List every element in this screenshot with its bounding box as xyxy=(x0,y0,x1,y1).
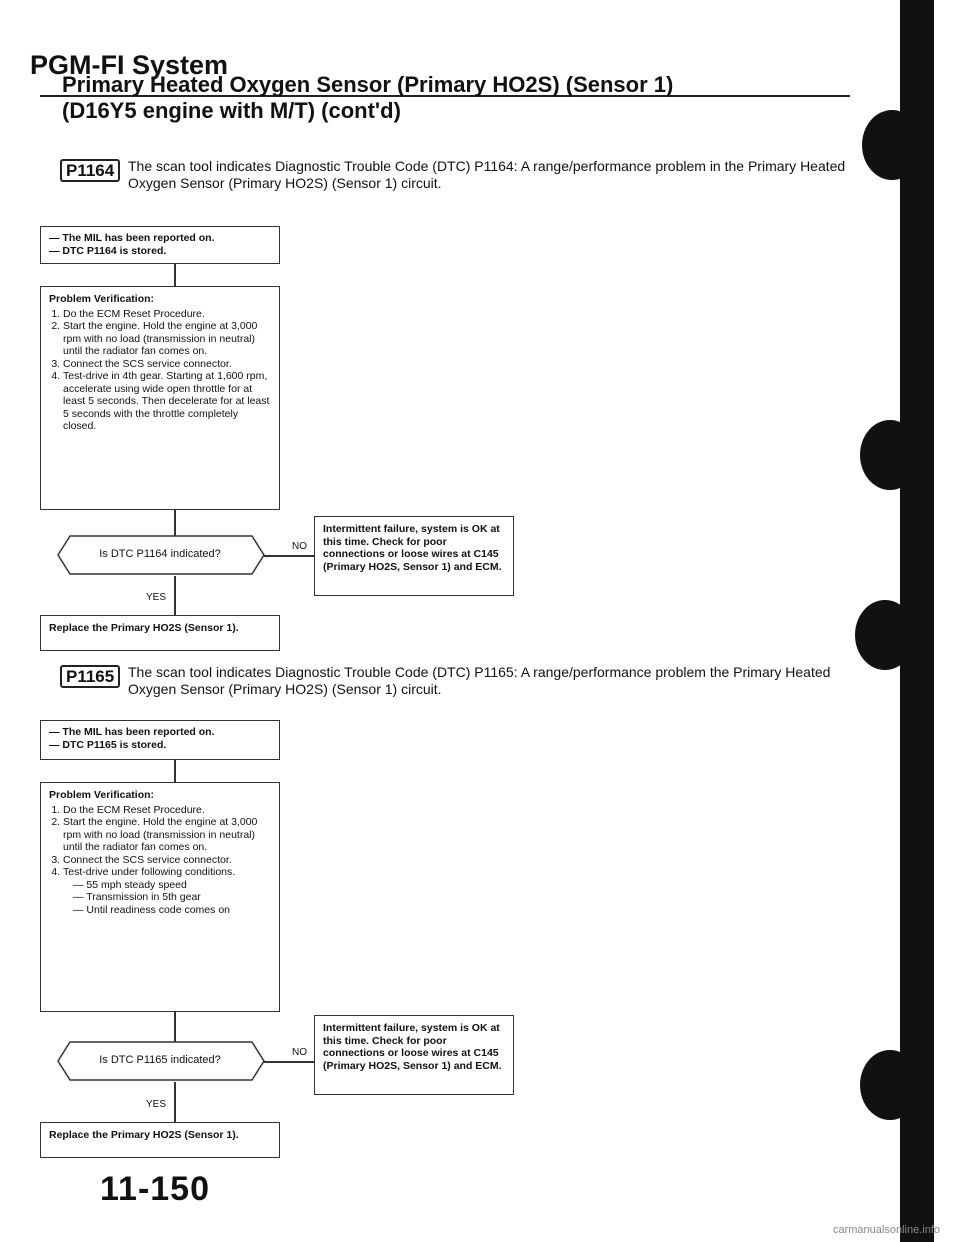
problem-verification-box xyxy=(40,286,280,510)
no-label: NO xyxy=(292,1047,307,1058)
dtc-p1165-header xyxy=(60,666,120,688)
start-line: — The MIL has been reported on. xyxy=(49,726,215,738)
yes-label: YES xyxy=(146,1099,167,1110)
flow-start-box xyxy=(40,226,280,264)
dtc-code-badge: P1164 xyxy=(60,159,120,182)
verification-step: 3. Connect the SCS service connector. xyxy=(63,358,271,371)
page-title xyxy=(62,72,862,124)
verification-step: 1. Do the ECM Reset Procedure. xyxy=(63,308,271,321)
title-line-1: Primary Heated Oxygen Sensor (Primary HO2S) (Sensor 1) xyxy=(62,72,674,97)
verification-step: 2. Start the engine. Hold the engine at 3,000 rpm with no load (transmission in neutral) until the radiator fan comes on. xyxy=(63,816,271,854)
flow-connector xyxy=(174,264,176,286)
start-line: — DTC P1165 is stored. xyxy=(49,738,167,751)
decision-question: Is DTC P1165 indicated? xyxy=(99,1054,221,1066)
watermark: carmanualsonline.info xyxy=(832,1224,940,1236)
page-tab-marker xyxy=(862,110,922,180)
flow-connector xyxy=(174,1082,176,1122)
replace-sensor-box: Replace the Primary HO2S (Sensor 1). xyxy=(40,1122,280,1158)
dtc-p1164-header xyxy=(60,160,120,182)
intermittent-failure-box: Intermittent failure, system is OK at this time. Check for poor connections or loose wires at C145 (Primary HO2S, Sensor 1) and ECM. xyxy=(314,1015,514,1095)
dtc-code-badge: P1165 xyxy=(60,665,120,688)
verification-step: 4. Test-drive in 4th gear. Starting at 1,600 rpm, accelerate using wide open throttle for at least 5 seconds. Then decelerate for at least 5 seconds with the throttle completely closed. xyxy=(63,370,271,433)
verification-step: 3. Connect the SCS service connector. xyxy=(63,854,271,867)
page-tab-marker xyxy=(855,600,915,670)
page-tab-marker xyxy=(860,420,920,490)
flow-connector xyxy=(174,1012,176,1042)
flow-start-box xyxy=(40,720,280,760)
condition-item: — 55 mph steady speed xyxy=(73,878,187,891)
verification-title: Problem Verification: xyxy=(49,789,155,801)
no-branch-line xyxy=(264,1061,314,1063)
yes-label: YES xyxy=(146,592,167,603)
no-branch-line xyxy=(264,555,314,557)
flow-connector xyxy=(174,760,176,782)
verification-title: Problem Verification: xyxy=(49,293,155,305)
condition-item: — Until readiness code comes on xyxy=(73,903,230,916)
title-line-2: (D16Y5 engine with M/T) (cont'd) xyxy=(62,98,401,123)
section-title: PGM-FI System xyxy=(30,50,229,80)
verification-step-text: Test-drive under following conditions. xyxy=(63,866,236,878)
start-line: — DTC P1164 is stored. xyxy=(49,244,167,257)
replace-sensor-box: Replace the Primary HO2S (Sensor 1). xyxy=(40,615,280,651)
verification-step: 2. Start the engine. Hold the engine at 3,000 rpm with no load (transmission in neutral) until the radiator fan comes on. xyxy=(63,320,271,358)
verification-step xyxy=(63,866,271,916)
flow-connector xyxy=(174,576,176,616)
intermittent-failure-box: Intermittent failure, system is OK at this time. Check for poor connections or loose wires at C145 (Primary HO2S, Sensor 1) and ECM. xyxy=(314,516,514,596)
dtc-p1165-description: The scan tool indicates Diagnostic Trouble Code (DTC) P1165: A range/performance problem the Primary Heated Oxygen Sensor (Primary HO2S) (Sensor 1) circuit. xyxy=(128,664,831,697)
page-number: 11-150 xyxy=(100,1170,210,1208)
decision-question: Is DTC P1164 indicated? xyxy=(99,548,221,560)
dtc-p1164-description: The scan tool indicates Diagnostic Trouble Code (DTC) P1164: A range/performance problem in the Primary Heated Oxygen Sensor (Primary HO2S) (Sensor 1) circuit. xyxy=(128,158,846,191)
page-tab-marker xyxy=(860,1050,920,1120)
verification-step: 1. Do the ECM Reset Procedure. xyxy=(63,804,271,817)
problem-verification-box xyxy=(40,782,280,1012)
start-line: — The MIL has been reported on. xyxy=(49,232,215,244)
condition-item: — Transmission in 5th gear xyxy=(73,891,201,903)
no-label: NO xyxy=(292,541,307,552)
